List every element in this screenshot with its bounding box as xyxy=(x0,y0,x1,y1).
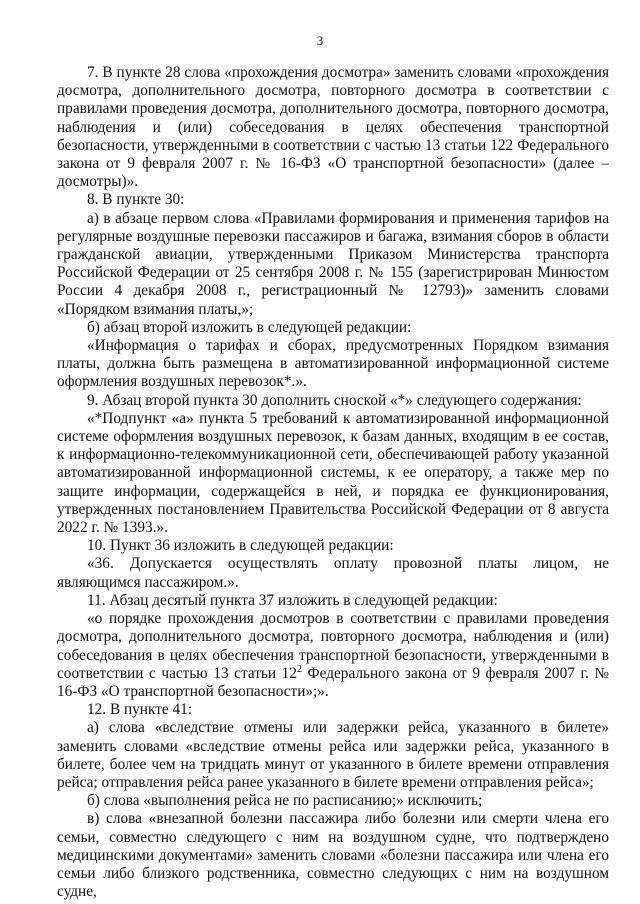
paragraph-item-11-text-before: «о порядке прохождения досмотров в соответствии с правилами проведения досмотра, дополнительного досмотра, повторного досмотра, наблюдения и (или) собеседования в целях обеспечения транспортной безопасности, утвержденными в соответствии с частью 13 статьи 12 xyxy=(57,610,609,682)
paragraph-item-12b: б) слова «выполнения рейса не по расписанию;» исключить; xyxy=(87,792,483,810)
paragraph-item-11-text xyxy=(57,610,609,701)
paragraph-item-8b: б) абзац второй изложить в следующей редакции: xyxy=(87,318,412,336)
article-superscript: 2 xyxy=(296,663,302,675)
paragraph-item-11: 11. Абзац десятый пункта 37 изложить в следующей редакции: xyxy=(87,591,498,609)
paragraph-item-8b-text: «Информация о тарифах и сборах, предусмотренных Порядком взимания платы, должна быть размещена в автоматизированной информационной системе оформления воздушных перевозок*.». xyxy=(57,337,609,391)
paragraph-item-12v: в) слова «внезапной болезни пассажира либо болезни или смерти члена его семьи, совместно следующего с ним на воздушном судне, что подтверждено медицинскими документами» заменить словами «болезни пассажира или члена его семьи либо близкого родственника, совместно следующих с ним на воздушном судне, xyxy=(57,810,609,901)
page-number: 3 xyxy=(316,33,324,48)
paragraph-item-8a: а) в абзаце первом слова «Правилами формирования и применения тарифов на регулярные воздушные перевозки пассажиров и багажа, взимания сборов в области гражданской авиации, утвержденными Приказом Министерства транспорта Российской Федерации от 25 сентября 2008 г. № 155 (зарегистрирован Минюстом России 4 декабря 2008 г., регистрационный № 12793)» заменить словами «Порядком взимания платы,»; xyxy=(57,209,609,318)
paragraph-item-10-text: «36. Допускается осуществлять оплату провозной платы лицом, не являющимся пассажиром.». xyxy=(57,555,609,591)
paragraph-item-12a: а) слова «вследствие отмены или задержки рейса, указанного в билете» заменить словами «вследствие отмены рейса или задержки рейса, указанного в билете, более чем на тридцать минут от указанного в билете времени отправления рейса; отправления рейса ранее указанного в билете времени отправления рейса»; xyxy=(57,719,609,791)
paragraph-item-10: 10. Пункт 36 изложить в следующей редакции: xyxy=(87,537,394,555)
paragraph-item-7: 7. В пункте 28 слова «прохождения досмотра» заменить словами «прохождения досмотра, дополнительного досмотра, повторного досмотра в соответствии с правилами проведения досмотра, дополнительного досмотра, повторного досмотра, наблюдения и (или) собеседования в целях обеспечения транспортной безопасности, утвержденными в соответствии с частью 13 статьи 122 Федерального закона от 9 февраля 2007 г. № 16-ФЗ «О транспортной безопасности» (далее – досмотры)». xyxy=(57,64,609,191)
document-body xyxy=(57,64,609,901)
paragraph-item-8: 8. В пункте 30: xyxy=(87,191,185,209)
paragraph-item-12: 12. В пункте 41: xyxy=(87,701,193,719)
paragraph-item-9-footnote: «*Подпункт «а» пункта 5 требований к автоматизированной информационной системе оформления воздушных перевозок, к базам данных, входящим в ее состав, к информационно-телекоммуникационной сети, обеспечивающей работу указанной автоматизированной информационной системы, к ее оператору, а также мер по защите информации, содержащейся в ней, и порядка ее функционирования, утвержденных постановлением Правительства Российской Федерации от 8 августа 2022 г. № 1393.». xyxy=(57,409,609,537)
paragraph-item-11-text-after: Федерального закона от 9 февраля 2007 г. № 16-ФЗ «О транспортной безопасности»;». xyxy=(57,664,610,700)
paragraph-item-9: 9. Абзац второй пункта 30 дополнить сноской «*» следующего содержания: xyxy=(87,391,582,409)
